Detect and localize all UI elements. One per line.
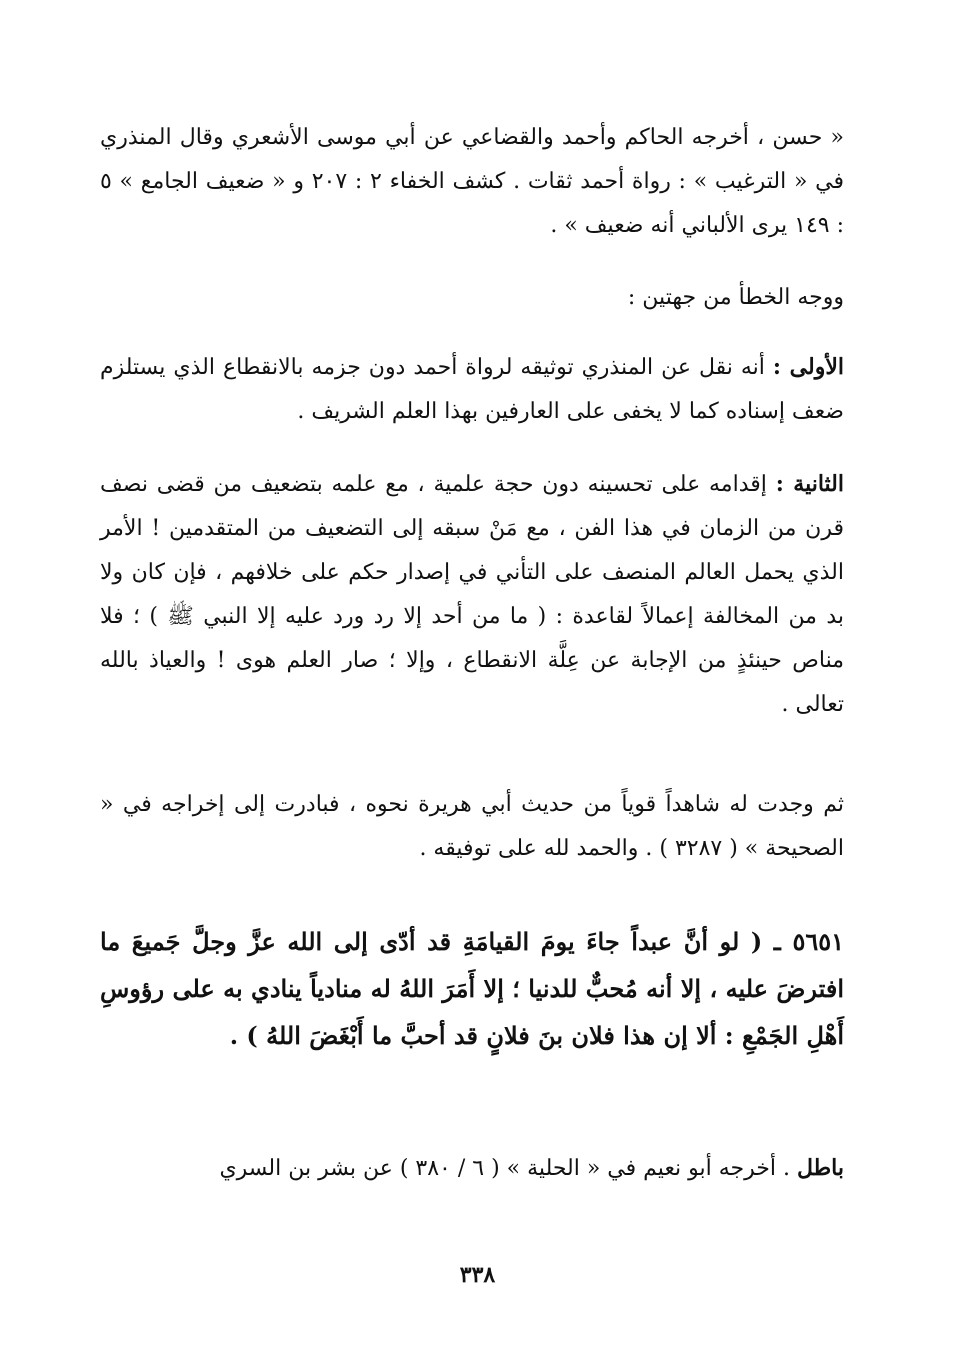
verdict-label: باطل bbox=[797, 1155, 844, 1181]
second-point-text: إقدامه على تحسينه دون حجة علمية ، مع علمه بتضعيف من قضى نصف قرن من الزمان في هذا الفن ، مع مَنْ سبقه إلى التضعيف من المتقدمين ! الأمر الذي يحمل العالم المنصف على التأني في إصدار حكم على خلافهم ، فإن كان ولا بد من المخالفة إعمالاً لقاعدة : ( ما من أحد إلا رد ورد عليه إلا النبي ﷺ ) ؛ فلا مناص حينئذٍ من الإجابة عن عِلَّة الانقطاع ، وإلا ؛ صار العلم هوى ! والعياذ بالله تعالى . bbox=[100, 472, 844, 717]
hadith-text: ٥٦٥١ ـ ( لو أنَّ عبداً جاءَ يومَ القيامَةِ قد أدّى إلى الله عزَّ وجلَّ جَميعَ ما افترضَ عليه ، إلا أنه مُحبٌّ للدنيا ؛ إلا أَمَرَ اللهُ له منادياً ينادي به على رؤوسِ أَهْلِ الجَمْعِ : ألا إن هذا فلان بنَ فلانٍ قد أحبَّ ما أَبْغَضَ اللهُ ) . bbox=[100, 927, 844, 1050]
witness-paragraph: ثم وجدت له شاهداً قوياً من حديث أبي هريرة نحوه ، فبادرت إلى إخراجه في « الصحيحة » ( ٣٢٨٧ ) . والحمد لله على توفيقه . bbox=[100, 792, 844, 861]
second-point-paragraph bbox=[100, 462, 844, 727]
first-point-paragraph bbox=[100, 345, 844, 434]
second-point-label: الثانية : bbox=[775, 471, 844, 497]
first-point-text: أنه نقل عن المنذري توثيقه لرواة أحمد دون جزمه بالانقطاع الذي يستلزم ضعف إسناده كما لا يخفى على العارفين بهذا العلم الشريف . bbox=[100, 355, 844, 424]
page-number: ٣٣٨ bbox=[459, 1262, 496, 1288]
error-intro-paragraph: ووجه الخطأ من جهتين : bbox=[627, 285, 844, 310]
verdict-paragraph bbox=[100, 1146, 844, 1191]
verdict-text: . أخرجه أبو نعيم في « الحلية » ( ٦ / ٣٨٠ ) عن بشر بن السري bbox=[219, 1156, 797, 1181]
footnote-quote-paragraph: « حسن ، أخرجه الحاكم وأحمد والقضاعي عن أبي موسى الأشعري وقال المنذري في « الترغيب » : رواة أحمد ثقات . كشف الخفاء ٢ : ٢٠٧ و « ضعيف الجامع » ٥ : ١٤٩ يرى الألباني أنه ضعيف » . bbox=[100, 125, 844, 238]
first-point-label: الأولى : bbox=[772, 354, 845, 380]
